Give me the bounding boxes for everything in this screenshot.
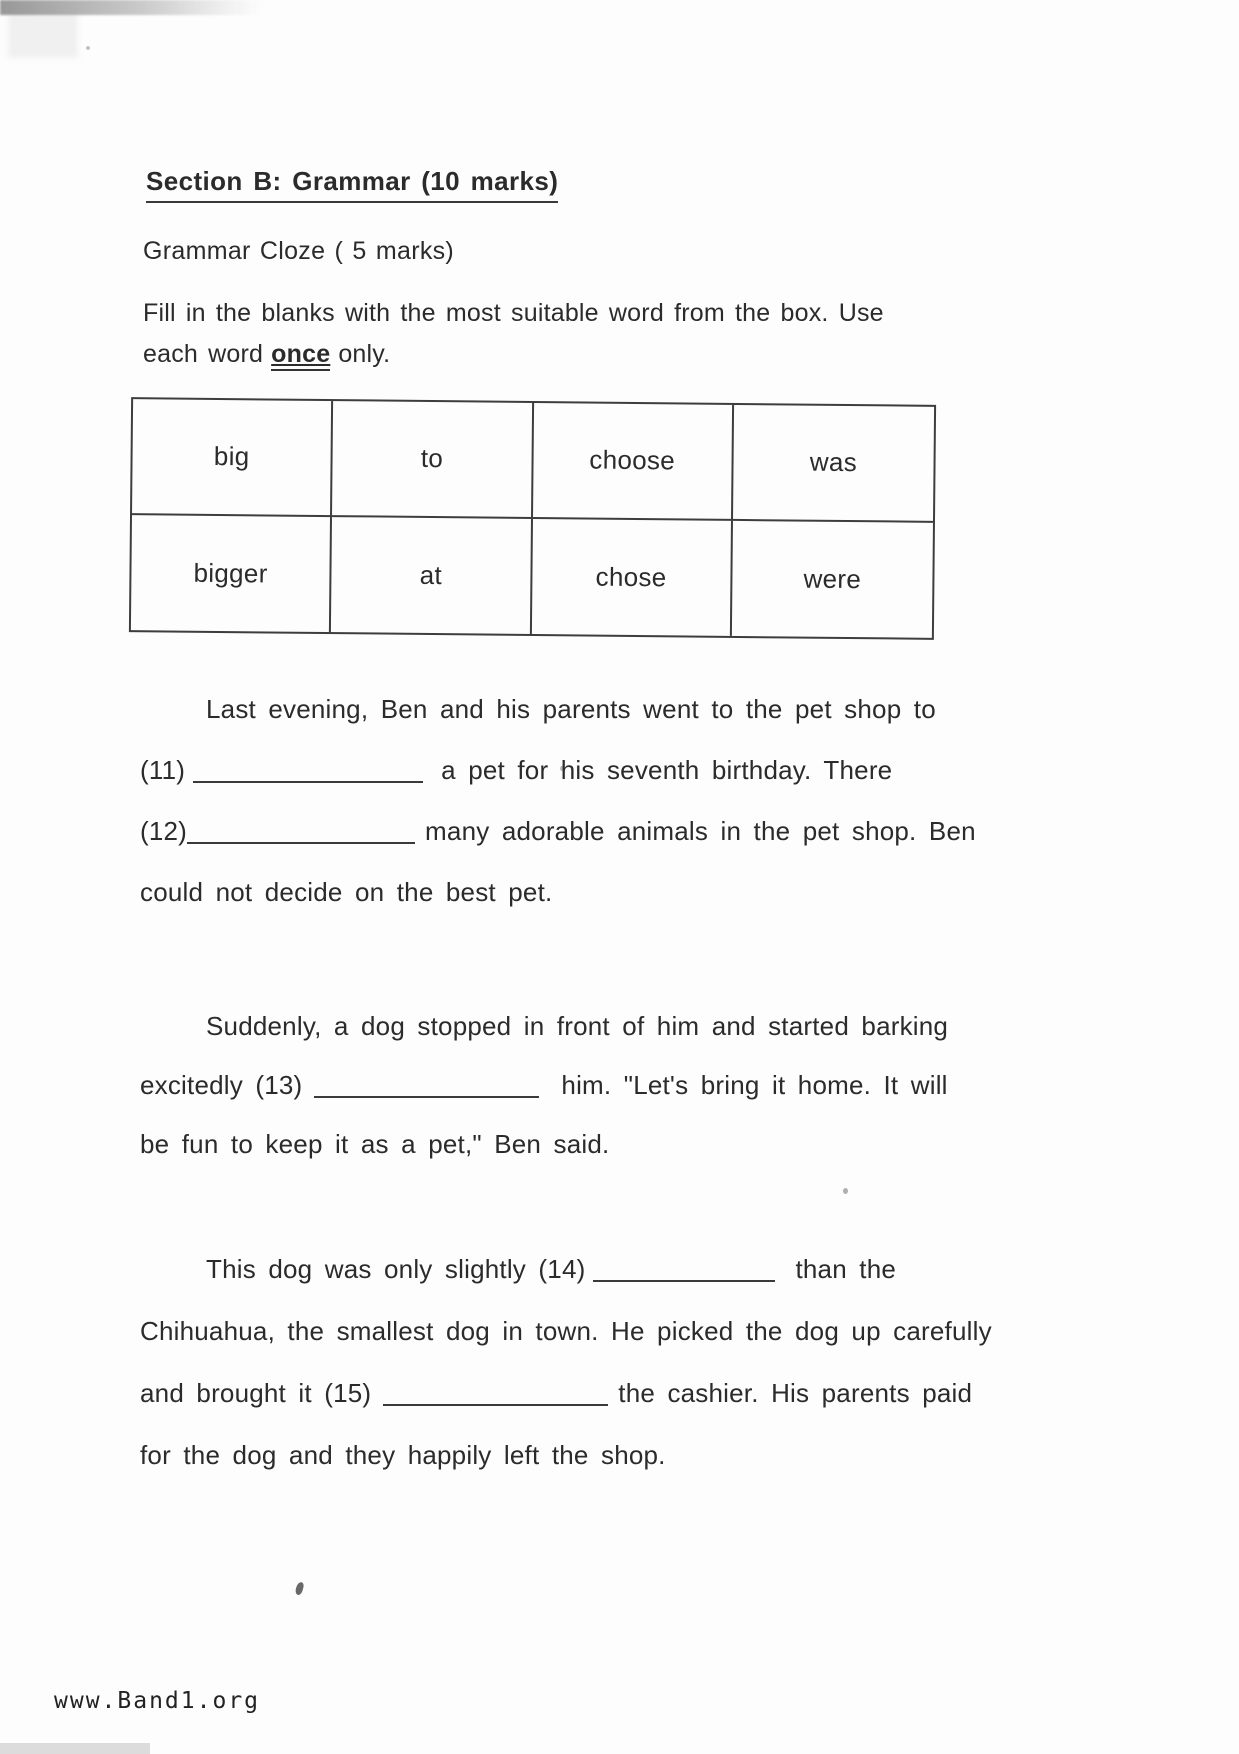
cloze-line (140, 1056, 980, 1115)
cloze-text: many adorable animals in the pet shop. Ben (425, 816, 976, 846)
cloze-line: could not decide on the best pet. (140, 877, 553, 907)
cloze-text: the cashier. His parents paid (618, 1378, 973, 1408)
cloze-line (140, 1362, 980, 1424)
cloze-paragraph-2 (140, 997, 980, 1174)
website-watermark: www.Band1.org (54, 1688, 261, 1714)
blank-number-11: (11) (140, 755, 186, 785)
scan-artifact (295, 1581, 305, 1595)
word-box-cell: chose (531, 519, 732, 636)
word-box-cell: choose (533, 403, 734, 520)
word-box-cell: big (132, 399, 333, 516)
once-emphasis: once (271, 340, 330, 371)
cloze-text: a pet for his seventh birthday. There (441, 755, 893, 785)
word-box-cell: was (733, 405, 934, 522)
blank-line-12 (187, 842, 415, 844)
section-heading: Section B: Grammar (10 marks) (146, 166, 558, 203)
blank-line-13 (314, 1096, 539, 1098)
instructions-line1: Fill in the blanks with the most suitable word from the box. Use (143, 299, 884, 327)
blank-number-12: (12) (140, 816, 188, 846)
cloze-paragraph-3 (140, 1238, 992, 1486)
scan-artifact (8, 12, 78, 58)
blank-line-11 (193, 781, 423, 783)
cloze-line: be fun to keep it as a pet," Ben said. (140, 1129, 610, 1159)
cloze-line (140, 1238, 980, 1300)
scan-artifact (86, 46, 90, 50)
instructions-line2-pre: each word (143, 340, 264, 368)
instructions-line2 (143, 340, 390, 369)
blank-line-14 (593, 1280, 775, 1282)
scan-artifact (843, 1188, 848, 1194)
blank-number-14: This dog was only slightly (14) (206, 1254, 586, 1284)
cloze-line: for the dog and they happily left the shop. (140, 1440, 666, 1470)
cloze-text: him. "Let's bring it home. It will (561, 1070, 948, 1100)
cloze-line (140, 801, 980, 862)
cloze-line: Chihuahua, the smallest dog in town. He picked the dog up carefully (140, 1316, 992, 1346)
word-box-cell: to (332, 401, 533, 518)
exercise-title: Grammar Cloze ( 5 marks) (143, 237, 455, 265)
scan-artifact (0, 1743, 150, 1754)
cloze-line (140, 740, 980, 801)
word-box-cell: at (331, 517, 532, 634)
blank-number-15: and brought it (15) (140, 1378, 372, 1408)
word-box-table (129, 397, 936, 640)
blank-number-13: excitedly (13) (140, 1070, 303, 1100)
instructions-line2-post: only. (338, 340, 391, 368)
blank-line-15 (383, 1404, 608, 1406)
cloze-text: than the (795, 1254, 897, 1284)
cloze-line: Last evening, Ben and his parents went to the pet shop to (206, 694, 936, 724)
cloze-line: Suddenly, a dog stopped in front of him and started barking (206, 1011, 949, 1041)
cloze-paragraph-1 (140, 679, 980, 923)
word-box-cell: were (803, 563, 862, 594)
word-box-cell: bigger (131, 515, 332, 632)
